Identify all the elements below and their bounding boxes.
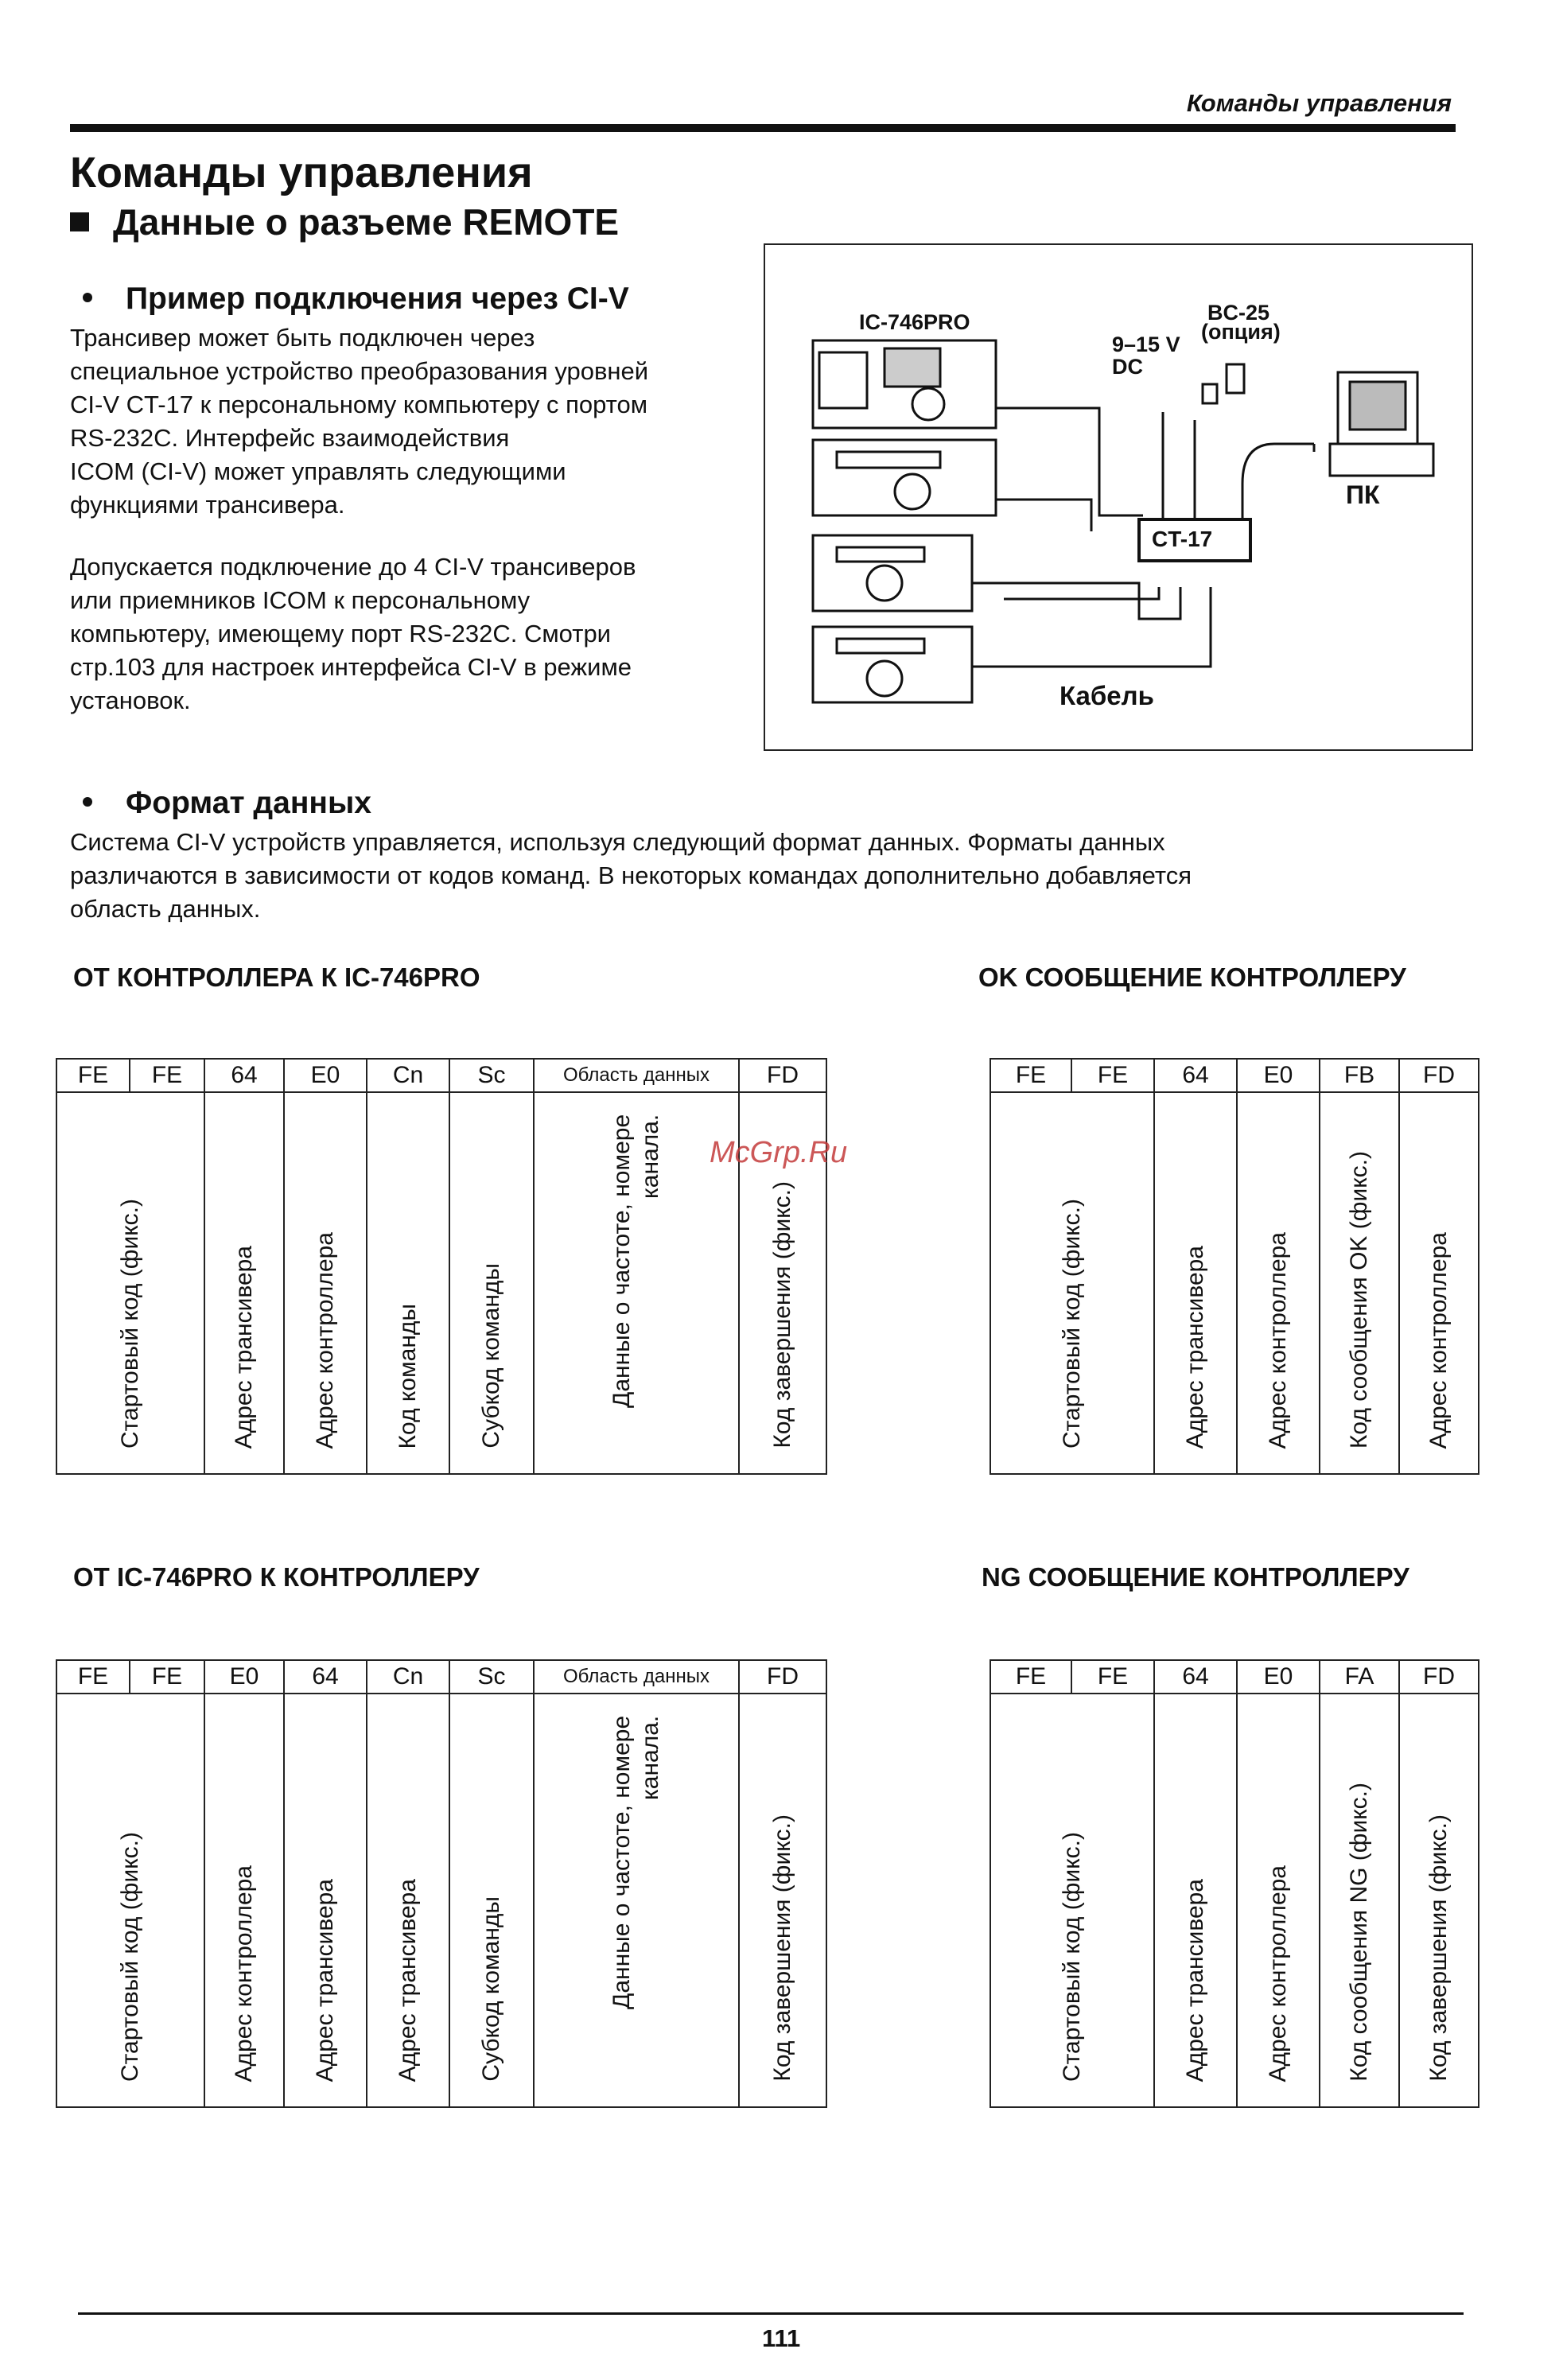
code-cell: FE	[990, 1059, 1071, 1092]
civ-paragraph-1	[70, 321, 754, 522]
label-cell: Код завершения (фикс.)	[739, 1694, 826, 2107]
code-cell: FE	[130, 1059, 204, 1092]
to-radio-format-table	[56, 1058, 827, 1475]
table-row	[990, 1092, 1479, 1474]
text-line: или приемников ICOM к персональному	[70, 586, 531, 614]
option-label: (опция)	[1201, 320, 1281, 344]
running-header: Команды управления	[1186, 89, 1452, 117]
page-number: 111	[762, 2324, 801, 2352]
ct17-label: CT-17	[1152, 527, 1213, 551]
code-cell: FE	[56, 1059, 130, 1092]
ok-heading: OK СООБЩЕНИЕ КОНТРОЛЛЕРУ	[978, 962, 1406, 992]
from-radio-heading: ОТ IC-746PRO К КОНТРОЛЛЕРУ	[73, 1562, 480, 1592]
text-line: установок.	[70, 686, 191, 714]
table-row	[990, 1059, 1479, 1092]
label-cell: Адрес трансивера	[284, 1694, 367, 2107]
code-cell: Область данных	[534, 1059, 739, 1092]
dc-label: DC	[1112, 355, 1143, 379]
code-cell: FD	[739, 1660, 826, 1694]
code-cell: 64	[1154, 1059, 1237, 1092]
label-cell: Адрес контроллера	[1237, 1694, 1320, 2107]
to-radio-heading: ОТ КОНТРОЛЛЕРА К IC-746PRO	[73, 962, 480, 992]
text-line: CI-V CT-17 к персональному компьютеру с портом	[70, 391, 648, 418]
code-cell: E0	[284, 1059, 367, 1092]
text-line: Система CI-V устройств управляется, используя следующий формат данных. Форматы данных	[70, 828, 1165, 856]
bullet-icon	[83, 797, 92, 807]
code-cell: FE	[1071, 1059, 1154, 1092]
section-subtitle	[70, 200, 619, 243]
label-cell: Код сообщения OK (фикс.)	[1320, 1092, 1399, 1474]
text-line: функциями трансивера.	[70, 491, 345, 519]
code-cell: Область данных	[534, 1660, 739, 1694]
label-cell: Адрес трансивера	[204, 1092, 284, 1474]
code-cell: 64	[204, 1059, 284, 1092]
label-cell: Стартовый код (фикс.)	[56, 1694, 204, 2107]
label-cell: Адрес трансивера	[1154, 1694, 1237, 2107]
text-line: компьютеру, имеющему порт RS-232C. Смотри	[70, 620, 612, 648]
data-format-heading: Формат данных	[70, 786, 371, 821]
code-cell: Cn	[367, 1059, 449, 1092]
label-cell: Стартовый код (фикс.)	[56, 1092, 204, 1474]
code-cell: FB	[1320, 1059, 1399, 1092]
code-cell: FE	[130, 1660, 204, 1694]
code-cell: E0	[1237, 1059, 1320, 1092]
label-cell: Субкод команды	[449, 1092, 534, 1474]
civ-example-heading: Пример подключения через CI-V	[70, 282, 629, 317]
table-row	[56, 1059, 826, 1092]
label-cell: Данные о частоте, номере канала.	[534, 1694, 739, 2107]
label-cell: Адрес контроллера	[284, 1092, 367, 1474]
label-cell: Стартовый код (фикс.)	[990, 1694, 1154, 2107]
label-cell: Данные о частоте, номере канала.	[534, 1092, 739, 1474]
code-cell: FE	[990, 1660, 1071, 1694]
label-cell: Адрес контроллера	[1399, 1092, 1479, 1474]
code-cell: FE	[56, 1660, 130, 1694]
ng-format-table	[990, 1659, 1479, 2108]
voltage-label: 9–15 V	[1112, 332, 1180, 356]
label-cell: Стартовый код (фикс.)	[990, 1092, 1154, 1474]
connection-diagram	[764, 243, 1473, 751]
table-row	[990, 1660, 1479, 1694]
code-cell: FD	[1399, 1660, 1479, 1694]
label-cell: Код завершения (фикс.)	[739, 1092, 826, 1474]
square-bullet-icon	[70, 212, 89, 231]
bc25-label: BC-25	[1207, 301, 1270, 325]
code-cell: FE	[1071, 1660, 1154, 1694]
text-line: различаются в зависимости от кодов команд. В некоторых командах дополнительно добавляется	[70, 861, 1192, 889]
text-line: стр.103 для настроек интерфейса CI-V в режиме	[70, 653, 632, 681]
code-cell: FA	[1320, 1660, 1399, 1694]
label-cell: Код сообщения NG (фикс.)	[1320, 1694, 1399, 2107]
table-row	[990, 1694, 1479, 2107]
code-cell: Sc	[449, 1059, 534, 1092]
code-cell: FD	[1399, 1059, 1479, 1092]
label-cell: Адрес контроллера	[1237, 1092, 1320, 1474]
label-cell: Адрес трансивера	[1154, 1092, 1237, 1474]
text-line: Допускается подключение до 4 CI-V трансиверов	[70, 553, 636, 581]
ok-format-table	[990, 1058, 1479, 1475]
subtitle-text: Данные о разъеме REMOTE	[113, 201, 620, 243]
label-cell: Адрес трансивера	[367, 1694, 449, 2107]
footer-rule	[78, 2312, 1464, 2315]
cable-label: Кабель	[1059, 681, 1154, 710]
from-radio-format-table	[56, 1659, 827, 2108]
text-line: специальное устройство преобразования уровней	[70, 357, 649, 385]
page-title: Команды управления	[70, 149, 533, 196]
bullet-icon	[83, 293, 92, 302]
table-row	[56, 1694, 826, 2107]
header-rule	[70, 124, 1456, 132]
civ-paragraph-2	[70, 550, 754, 718]
code-cell: FD	[739, 1059, 826, 1092]
label-cell: Код завершения (фикс.)	[1399, 1694, 1479, 2107]
text-line: RS-232C. Интерфейс взаимодействия	[70, 424, 510, 452]
text-line: Трансивер может быть подключен через	[70, 324, 535, 352]
code-cell: E0	[1237, 1660, 1320, 1694]
ng-heading: NG СООБЩЕНИЕ КОНТРОЛЛЕРУ	[982, 1562, 1409, 1592]
code-cell: 64	[284, 1660, 367, 1694]
text-line: ICOM (CI-V) может управлять следующими	[70, 457, 566, 485]
data-format-paragraph	[70, 826, 1470, 926]
pc-label: ПК	[1346, 480, 1380, 509]
label-cell: Субкод команды	[449, 1694, 534, 2107]
watermark: McGrp.Ru	[710, 1136, 848, 1169]
label-cell: Адрес контроллера	[204, 1694, 284, 2107]
code-cell: E0	[204, 1660, 284, 1694]
code-cell: Cn	[367, 1660, 449, 1694]
label-cell: Код команды	[367, 1092, 449, 1474]
radio-label: IC-746PRO	[859, 310, 970, 334]
text-line: область данных.	[70, 895, 261, 923]
code-cell: Sc	[449, 1660, 534, 1694]
code-cell: 64	[1154, 1660, 1237, 1694]
table-row	[56, 1660, 826, 1694]
